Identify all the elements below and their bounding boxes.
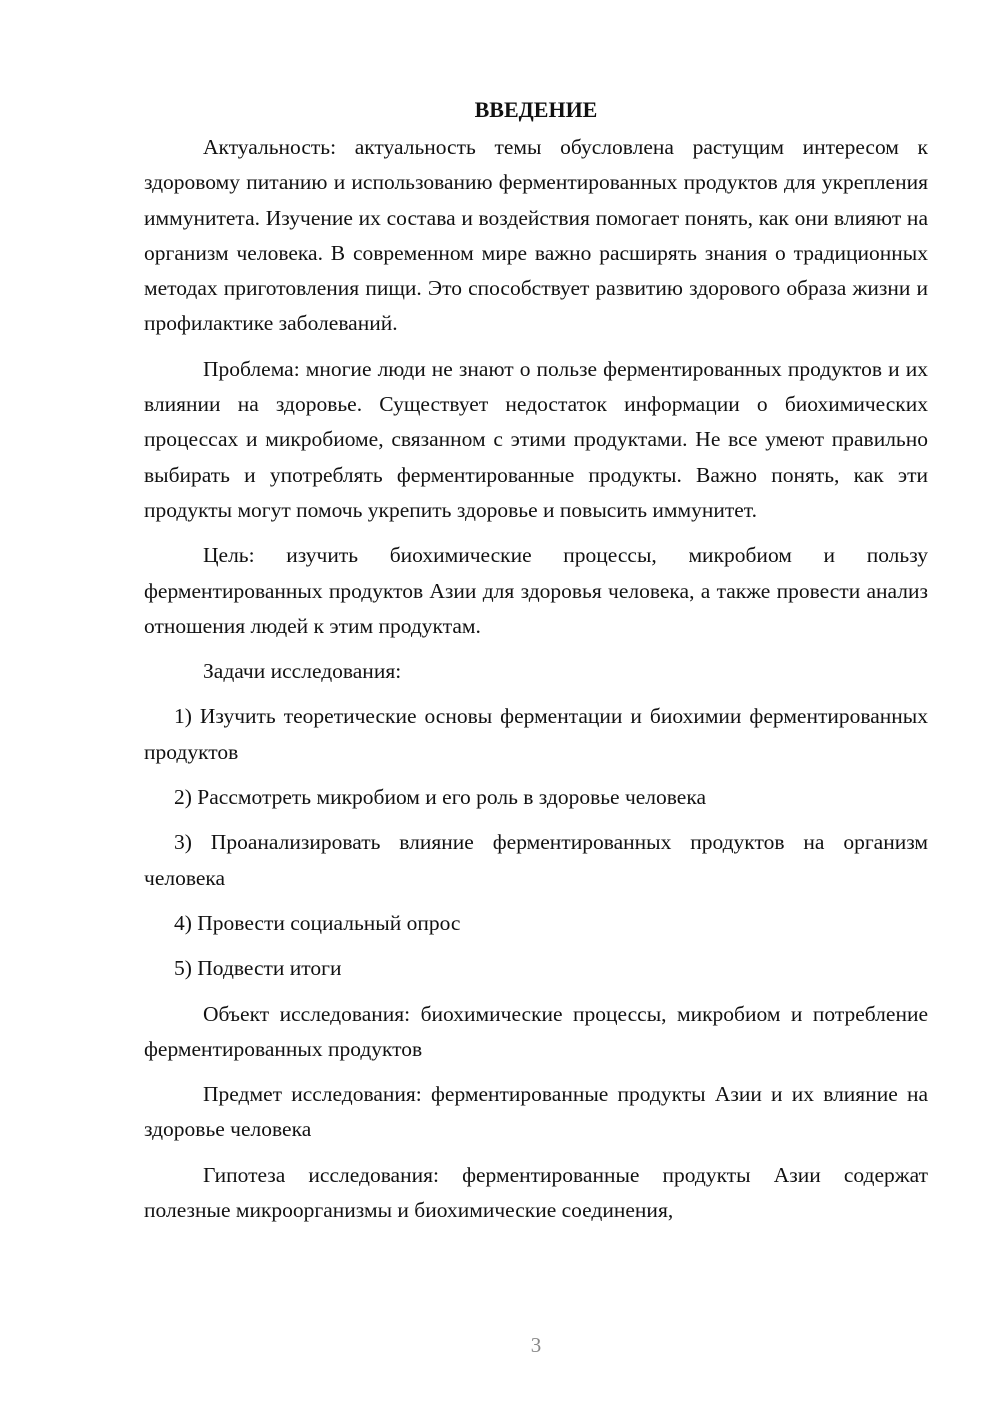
- problem-paragraph: Проблема: многие люди не знают о пользе ферментированных продуктов и их влиянии на здоровье. Существует недостаток информации о биохимических процессах и микробиоме, связанном с этими продуктами. Не все умеют правильно выбирать и употреблять ферментированные продукты. Важно понять, как эти продукты могут помочь укрепить здоровье и повысить иммунитет.: [144, 356, 928, 522]
- object-paragraph: Объект исследования: биохимические процессы, микробиом и потребление ферментированных продуктов: [144, 1001, 928, 1061]
- task-item: 1) Изучить теоретические основы ферментации и биохимии ферментированных продуктов: [144, 704, 928, 764]
- task-item: 5) Подвести итоги: [174, 956, 342, 981]
- document-body: [144, 92, 928, 1238]
- page-number: 3: [530, 1333, 542, 1357]
- hypothesis-paragraph: Гипотеза исследования: ферментированные продукты Азии содержат полезные микроорганизмы и биохимические соединения,: [144, 1162, 928, 1223]
- task-item: 3) Проанализировать влияние ферментированных продуктов на организм человека: [144, 830, 928, 890]
- tasks-heading: Задачи исследования:: [203, 659, 402, 684]
- subject-paragraph: Предмет исследования: ферментированные продукты Азии и их влияние на здоровье человека: [144, 1082, 928, 1142]
- task-item: 4) Провести социальный опрос: [174, 910, 461, 935]
- section-title: ВВЕДЕНИЕ: [474, 97, 598, 122]
- relevance-paragraph: Актуальность: актуальность темы обусловлена растущим интересом к здоровому питанию и использованию ферментированных продуктов для укрепления иммунитета. Изучение их состава и воздействия помогает понять, как они влияют на организм человека. В современном мире важно расширять знания о традиционных методах приготовления пищи. Это способствует развитию здорового образа жизни и профилактике заболеваний.: [144, 135, 928, 336]
- task-item: 2) Рассмотреть микробиом и его роль в здоровье человека: [174, 785, 707, 810]
- goal-paragraph: Цель: изучить биохимические процессы, микробиом и пользу ферментированных продуктов Азии для здоровья человека, а также провести анализ отношения людей к этим продуктам.: [144, 543, 928, 638]
